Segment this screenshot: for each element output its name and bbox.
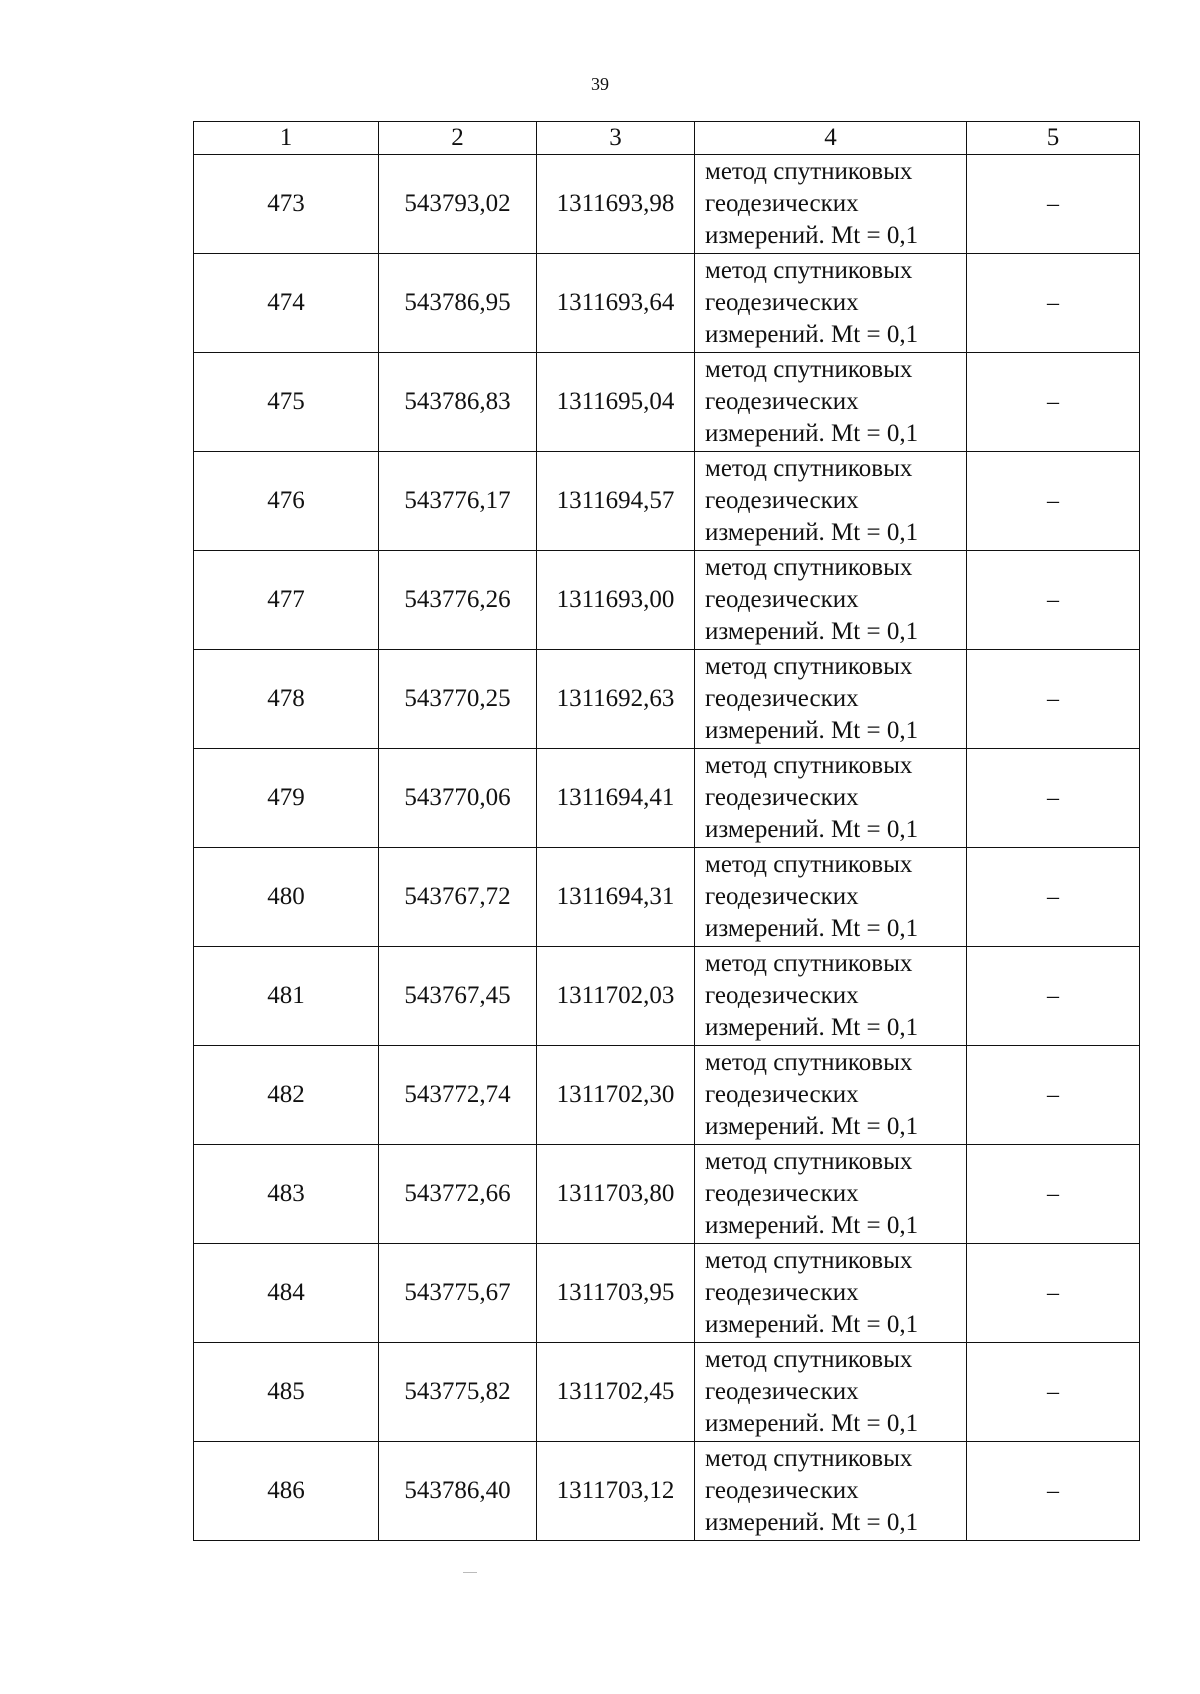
- coordinate-y: 1311703,95: [537, 1244, 695, 1343]
- table-row: [194, 254, 1140, 353]
- note-cell: –: [967, 1343, 1140, 1442]
- point-number: 475: [194, 353, 379, 452]
- coordinate-y: 1311693,64: [537, 254, 695, 353]
- coordinate-y: 1311702,45: [537, 1343, 695, 1442]
- table-row: [194, 749, 1140, 848]
- column-header: 1: [194, 122, 379, 155]
- table-row: [194, 1046, 1140, 1145]
- table-row: [194, 452, 1140, 551]
- measurement-method: метод спутниковых геодезических измерений. Mt = 0,1: [695, 1442, 967, 1541]
- coordinate-y: 1311703,12: [537, 1442, 695, 1541]
- coordinate-x: 543786,40: [379, 1442, 537, 1541]
- note-cell: –: [967, 947, 1140, 1046]
- coordinate-x: 543767,72: [379, 848, 537, 947]
- point-number: 479: [194, 749, 379, 848]
- coordinate-y: 1311692,63: [537, 650, 695, 749]
- measurement-method: метод спутниковых геодезических измерений. Mt = 0,1: [695, 1244, 967, 1343]
- note-cell: –: [967, 254, 1140, 353]
- coordinate-x: 543775,67: [379, 1244, 537, 1343]
- table-row: [194, 848, 1140, 947]
- table-row: [194, 947, 1140, 1046]
- note-cell: –: [967, 551, 1140, 650]
- column-header: 4: [695, 122, 967, 155]
- note-cell: –: [967, 452, 1140, 551]
- measurement-method: метод спутниковых геодезических измерений. Mt = 0,1: [695, 650, 967, 749]
- coordinate-x: 543786,83: [379, 353, 537, 452]
- table-body: [194, 155, 1140, 1541]
- point-number: 480: [194, 848, 379, 947]
- coordinate-y: 1311694,57: [537, 452, 695, 551]
- table-row: [194, 1442, 1140, 1541]
- coordinate-x: 543772,74: [379, 1046, 537, 1145]
- coordinate-y: 1311702,30: [537, 1046, 695, 1145]
- table-row: [194, 155, 1140, 254]
- point-number: 484: [194, 1244, 379, 1343]
- note-cell: –: [967, 155, 1140, 254]
- coordinate-x: 543776,26: [379, 551, 537, 650]
- coordinate-y: 1311695,04: [537, 353, 695, 452]
- point-number: 483: [194, 1145, 379, 1244]
- note-cell: –: [967, 650, 1140, 749]
- note-cell: –: [967, 1244, 1140, 1343]
- note-cell: –: [967, 749, 1140, 848]
- table-row: [194, 1343, 1140, 1442]
- coordinate-y: 1311693,00: [537, 551, 695, 650]
- coordinate-y: 1311693,98: [537, 155, 695, 254]
- coordinate-x: 543767,45: [379, 947, 537, 1046]
- point-number: 478: [194, 650, 379, 749]
- note-cell: –: [967, 1442, 1140, 1541]
- measurement-method: метод спутниковых геодезических измерений. Mt = 0,1: [695, 947, 967, 1046]
- coordinate-x: 543776,17: [379, 452, 537, 551]
- measurement-method: метод спутниковых геодезических измерений. Mt = 0,1: [695, 1046, 967, 1145]
- measurement-method: метод спутниковых геодезических измерений. Mt = 0,1: [695, 155, 967, 254]
- point-number: 482: [194, 1046, 379, 1145]
- measurement-method: метод спутниковых геодезических измерений. Mt = 0,1: [695, 254, 967, 353]
- note-cell: –: [967, 353, 1140, 452]
- point-number: 477: [194, 551, 379, 650]
- coordinate-x: 543770,06: [379, 749, 537, 848]
- coordinates-table: [193, 121, 1140, 1541]
- note-cell: –: [967, 1046, 1140, 1145]
- coordinate-x: 543793,02: [379, 155, 537, 254]
- table-header-row: [194, 122, 1140, 155]
- measurement-method: метод спутниковых геодезических измерений. Mt = 0,1: [695, 1145, 967, 1244]
- coordinate-x: 543770,25: [379, 650, 537, 749]
- table-row: [194, 551, 1140, 650]
- note-cell: –: [967, 1145, 1140, 1244]
- table-row: [194, 1145, 1140, 1244]
- measurement-method: метод спутниковых геодезических измерений. Mt = 0,1: [695, 353, 967, 452]
- point-number: 485: [194, 1343, 379, 1442]
- point-number: 481: [194, 947, 379, 1046]
- measurement-method: метод спутниковых геодезических измерений. Mt = 0,1: [695, 452, 967, 551]
- column-header: 3: [537, 122, 695, 155]
- point-number: 476: [194, 452, 379, 551]
- coordinate-x: 543775,82: [379, 1343, 537, 1442]
- page-number: 39: [591, 74, 609, 94]
- point-number: 474: [194, 254, 379, 353]
- coordinate-y: 1311694,31: [537, 848, 695, 947]
- coordinate-y: 1311702,03: [537, 947, 695, 1046]
- coordinate-y: 1311694,41: [537, 749, 695, 848]
- point-number: 486: [194, 1442, 379, 1541]
- measurement-method: метод спутниковых геодезических измерений. Mt = 0,1: [695, 1343, 967, 1442]
- coordinate-x: 543786,95: [379, 254, 537, 353]
- coordinate-y: 1311703,80: [537, 1145, 695, 1244]
- table-row: [194, 353, 1140, 452]
- note-cell: –: [967, 848, 1140, 947]
- column-header: 5: [967, 122, 1140, 155]
- table-row: [194, 1244, 1140, 1343]
- coordinate-x: 543772,66: [379, 1145, 537, 1244]
- scan-speck: [463, 1572, 477, 1573]
- point-number: 473: [194, 155, 379, 254]
- measurement-method: метод спутниковых геодезических измерений. Mt = 0,1: [695, 551, 967, 650]
- table-row: [194, 650, 1140, 749]
- column-header: 2: [379, 122, 537, 155]
- measurement-method: метод спутниковых геодезических измерений. Mt = 0,1: [695, 749, 967, 848]
- measurement-method: метод спутниковых геодезических измерений. Mt = 0,1: [695, 848, 967, 947]
